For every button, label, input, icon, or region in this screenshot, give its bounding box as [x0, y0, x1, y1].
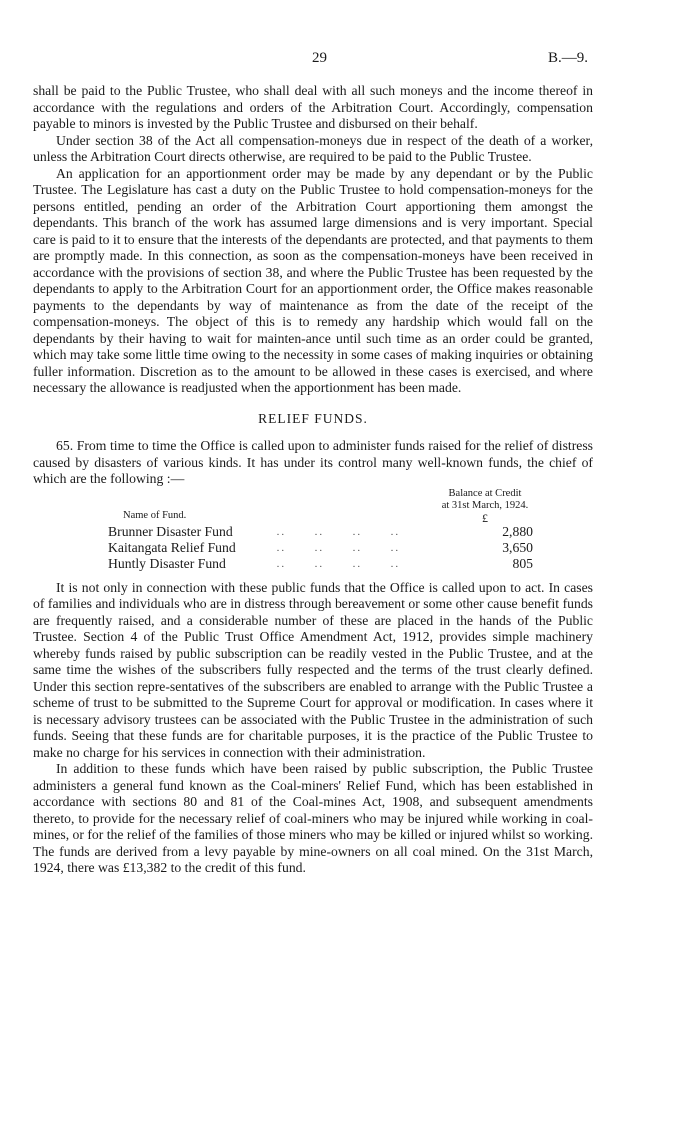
fund-table [33, 488, 553, 572]
paragraph-coal-miners-fund: In addition to these funds which have been raised by public subscription, the Public Trustee administers a general fund known as the Coal-miners' Relief Fund, which has been established in accordance with sections 80 and 81 of the Coal-mines Act, 1908, and subsequent amendments thereto, to provide for the necessary relief of coal-miners who may be injured while working in coal-mines, or for the relief of the families of those miners who may be killed or injured whilst so working. The funds are derived from a levy payable by mine-owners on all coal mined. On the 31st March, 1924, there was £13,382 to the credit of this fund. [33, 761, 593, 875]
paragraph-section-38: Under section 38 of the Act all compensation-moneys due in respect of the death of a worker, unless the Arbitration Court directs otherwise, are required to be paid to the Public Trustee. [33, 132, 593, 164]
dot-leader: .. .. .. .. [276, 525, 401, 538]
page-number: 29 [312, 50, 327, 66]
document-reference: B.—9. [548, 50, 589, 66]
fund-name: Huntly Disaster Fund [108, 555, 226, 571]
fund-balance: 3,650 [502, 539, 533, 555]
table-row [33, 540, 553, 556]
paragraph-65: 65. From time to time the Office is called upon to administer funds raised for the relief of distress caused by disasters of various kinds. It has under its control many well-known funds, the chief of which are the following :— [33, 438, 593, 486]
fund-name: Brunner Disaster Fund [108, 523, 233, 539]
table-row [33, 556, 553, 572]
fund-balance: 2,880 [502, 523, 533, 539]
body-text [33, 83, 593, 877]
paragraph-continuation: shall be paid to the Public Trustee, who shall deal with all such moneys and the income thereof in accordance with the regulations and orders of the Arbitration Court. Accordingly, compensation payable to minors is invested by the Public Trustee and disbursed on their behalf. [33, 83, 593, 131]
dot-leader: .. .. .. .. [276, 557, 401, 570]
page-header [0, 50, 700, 70]
section-heading: RELIEF FUNDS. [258, 410, 368, 426]
table-row [33, 524, 553, 540]
fund-name-header: Name of Fund. [123, 509, 187, 521]
balance-header-line1: Balance at Credit [448, 487, 522, 499]
fund-name: Kaitangata Relief Fund [108, 539, 236, 555]
fund-balance: 805 [512, 555, 533, 571]
dot-leader: .. .. .. .. [276, 541, 401, 554]
currency-symbol: £ [482, 510, 488, 525]
balance-header-line2: at 31st March, 1924. [441, 499, 529, 511]
balance-header [425, 488, 553, 524]
paragraph-benefit-funds: It is not only in connection with these public funds that the Office is called upon to act. In cases of families and individuals who are in distress through bereavement or some other cause benefit funds are frequently raised, and a considerable number of these are placed in the hands of the Public Trustee. Section 4 of the Public Trust Office Amendment Act, 1912, provides simple machinery whereby funds raised by public subscription can be readily vested in the Public Trustee, and at the same time the wishes of the subscribers fully respected and the terms of the trust clearly defined. Under this section repre-sentatives of the subscribers are enabled to arrange with the Public Trustee a scheme of trust to be submitted to the Supreme Court for approval or modification. In cases where it is necessary advisory trustees can be associated with the Public Trustee in the administration of such funds. Seeing that these funds are for charitable purposes, it is the practice of the Public Trustee to make no charge for his services in connection with their administration. [33, 579, 593, 760]
fund-table-header [33, 488, 553, 524]
paragraph-apportionment: An application for an apportionment order may be made by any dependant or by the Public Trustee. The Legislature has cast a duty on the Public Trustee to hold compensation-moneys for the persons entitled, pending an order of the Arbitration Court apportioning them amongst the dependants. This branch of the work has assumed large dimensions and is very important. Special care is paid to it to ensure that the interests of the dependants are protected, and that payments to them are promptly made. In this connection, as soon as the compensation-moneys have been received in accordance with the provisions of section 38, and where the Public Trustee has been requested by the dependants to apply to the Arbitration Court for an apportionment order, the Office makes reasonable payments to the dependants by way of maintenance as from the date of the receipt of the compensation-moneys. The object of this is to remedy any hardship which would fall on the dependants by their having to wait for mainten-ance until such time as an order could be granted, which may take some little time owing to the necessity in some cases of making inquiries or obtaining fuller information. Discretion as to the amount to be allowed in these cases is exercised, and where necessary the allowance is readjusted when the apportionment has been made. [33, 165, 593, 395]
